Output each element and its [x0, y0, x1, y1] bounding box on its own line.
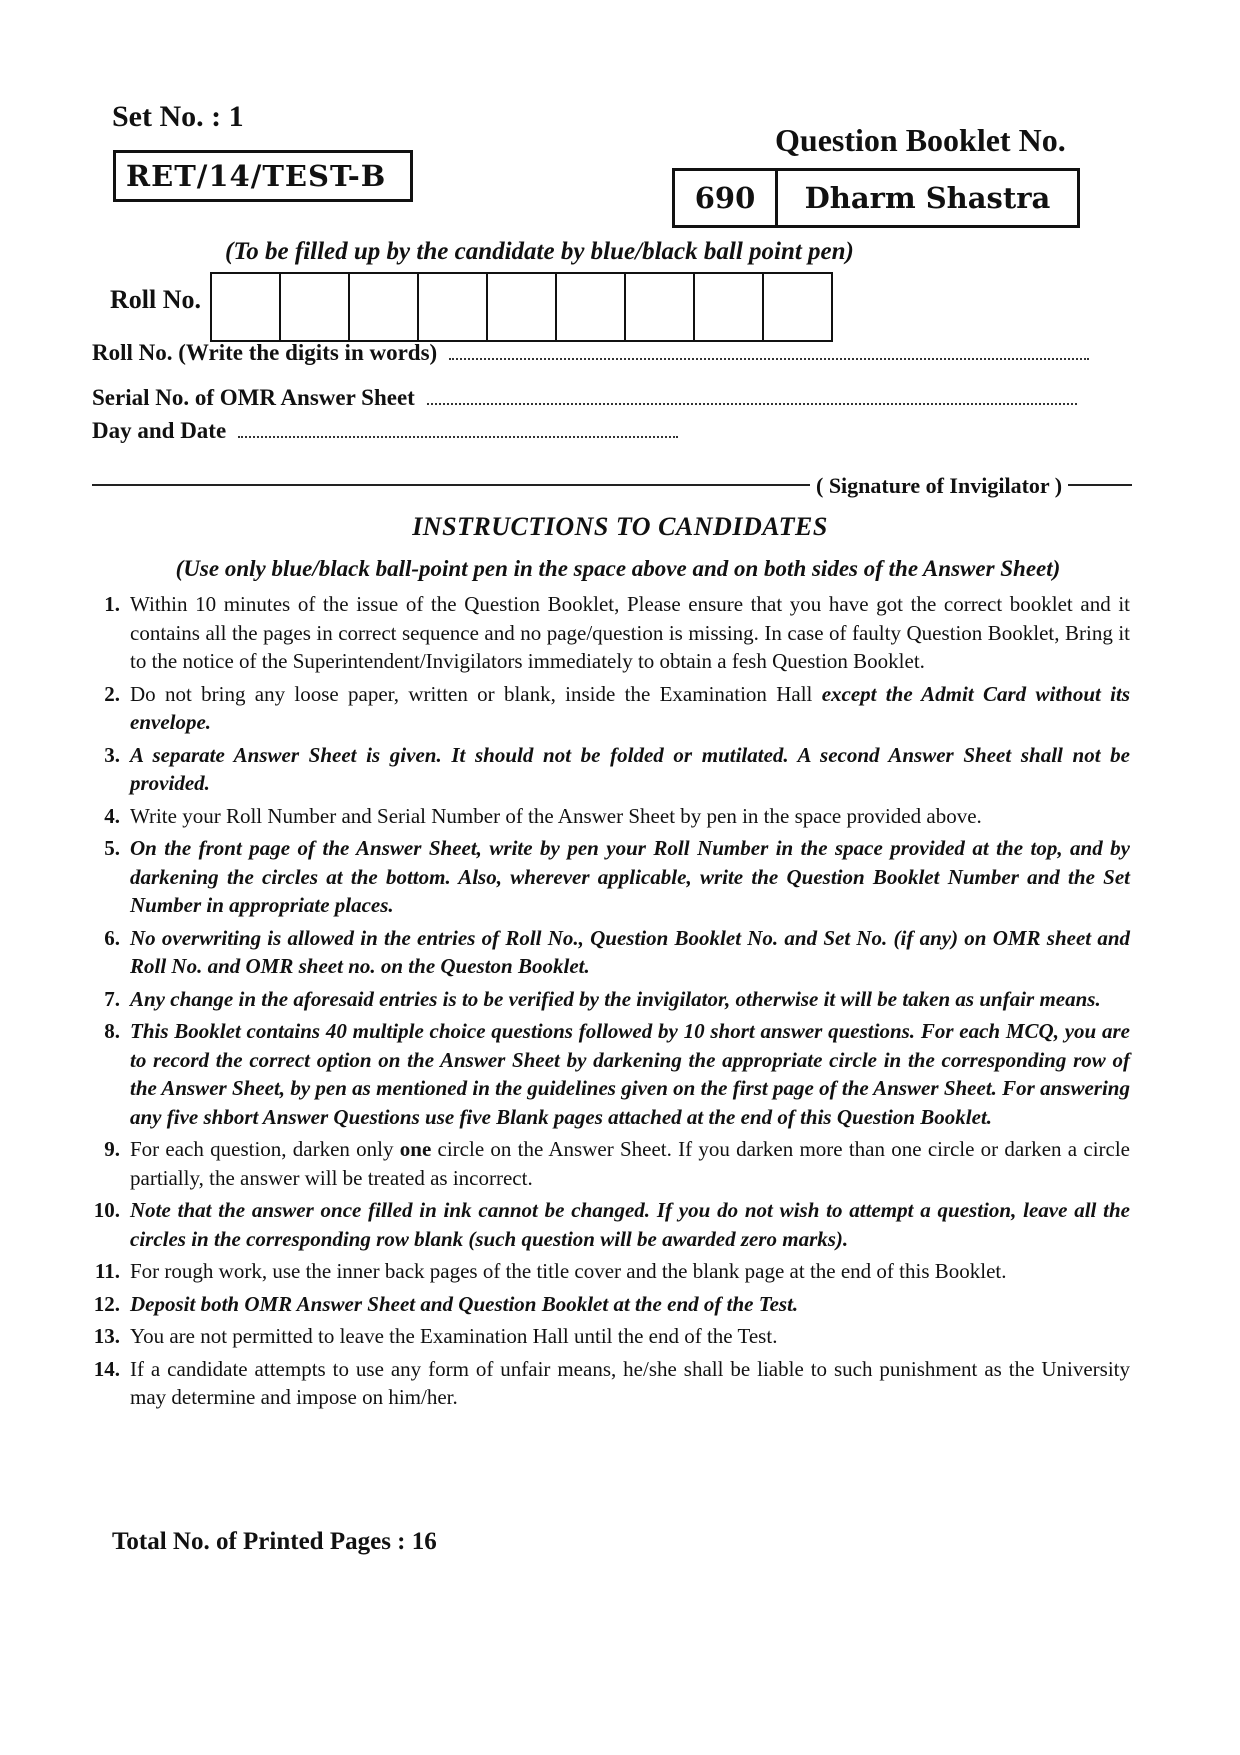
instruction-item: 13. You are not permitted to leave the Examination Hall until the end of the Test. — [93, 1324, 778, 1348]
instructions-list — [70, 590, 1130, 1416]
roll-digit-box[interactable] — [348, 272, 419, 342]
booklet-number-box — [672, 168, 1080, 228]
set-number: Set No. : 1 — [112, 100, 244, 133]
instruction-item: 8. This Booklet contains 40 multiple choice questions followed by 10 short answer questions. For each MCQ, you are to record the correct option on the Answer Sheet by darkening the appropriate circle in the corresponding row of the Answer Sheet, by pen as mentioned in the guidelines given on the first page of the Answer Sheet. For answering any five shbort Answer Questions use five Blank pages attached at the end of this Question Booklet. — [104, 1019, 1130, 1129]
instruction-item: 5. On the front page of the Answer Sheet, write by pen your Roll Number in the space provided at the top, and by darkening the circles at the bottom. Also, wherever applicable, write the Question Booklet Number and the Set Number in appropriate places. — [104, 836, 1130, 917]
omr-serial-label: Serial No. of OMR Answer Sheet — [92, 385, 415, 410]
subject-name: Dharm Shastra — [804, 181, 1051, 215]
instruction-item: 1. Within 10 minutes of the issue of the Question Booklet, Please ensure that you have got the correct booklet and it contains all the pages in correct sequence and no page/question is missing. In case of faulty Question Booklet, Bring it to the notice of the Superintendent/Invigilators immediately to obtain a fesh Question Booklet. — [104, 592, 1130, 673]
instruction-item: 12. Deposit both OMR Answer Sheet and Question Booklet at the end of the Test. — [93, 1291, 799, 1316]
test-code: RET/14/TEST-B — [126, 159, 387, 193]
omr-serial-line[interactable] — [427, 402, 1077, 405]
roll-digit-box[interactable] — [762, 272, 833, 342]
instruction-item: 11. For rough work, use the inner back pages of the title cover and the blank page at the end of this Booklet. — [94, 1259, 1007, 1283]
instruction-item: 10. Note that the answer once filled in ink cannot be changed. If you do not wish to attempt a question, leave all the circles in the corresponding row blank (such question will be awarded zero marks). — [93, 1198, 1130, 1251]
instructions-title: INSTRUCTIONS TO CANDIDATES — [412, 512, 828, 541]
roll-number-label: Roll No. — [110, 285, 201, 314]
instruction-item: 14. If a candidate attempts to use any form of unfair means, he/she shall be liable to such punishment as the University may determine and impose on him/her. — [93, 1356, 1130, 1409]
fill-instruction: (To be filled up by the candidate by blue/black ball point pen) — [225, 238, 854, 265]
roll-words-label: Roll No. (Write the digits in words) — [92, 340, 438, 365]
day-date-line[interactable] — [238, 435, 678, 438]
test-code-box — [113, 150, 413, 202]
roll-words-field — [92, 340, 1089, 366]
day-date-label: Day and Date — [92, 418, 227, 443]
booklet-number: 690 — [675, 171, 778, 225]
instruction-item: 2. Do not bring any loose paper, written or blank, inside the Examination Hall except the Admit Card without its envelope. — [104, 681, 1130, 734]
roll-digit-box[interactable] — [417, 272, 488, 342]
roll-digit-box[interactable] — [486, 272, 557, 342]
instruction-item: 4. Write your Roll Number and Serial Number of the Answer Sheet by pen in the space provided above. — [104, 803, 982, 828]
total-printed-pages: Total No. of Printed Pages : 16 — [112, 1528, 437, 1555]
invigilator-signature-label: ( Signature of Invigilator ) — [810, 473, 1068, 499]
roll-digit-box[interactable] — [555, 272, 626, 342]
roll-digit-box[interactable] — [624, 272, 695, 342]
instruction-item: 7. Any change in the aforesaid entries is to be verified by the invigilator, otherwise it will be taken as unfair means. — [104, 986, 1101, 1011]
instruction-item: 3. A separate Answer Sheet is given. It should not be folded or mutilated. A second Answer Sheet shall not be provided. — [104, 742, 1130, 795]
roll-digit-box[interactable] — [210, 272, 281, 342]
roll-digit-box[interactable] — [279, 272, 350, 342]
instruction-item: 9. For each question, darken only one circle on the Answer Sheet. If you darken more than one circle or darken a circle partially, the answer will be treated as incorrect. — [104, 1137, 1130, 1190]
roll-digit-box[interactable] — [693, 272, 764, 342]
roll-number-boxes — [212, 272, 833, 342]
roll-words-line[interactable] — [449, 357, 1089, 360]
day-date-field — [92, 418, 678, 444]
omr-serial-field — [92, 385, 1077, 411]
instructions-subtitle: (Use only blue/black ball-point pen in the space above and on both sides of the Answer Sheet) — [175, 556, 1061, 581]
booklet-number-label: Question Booklet No. — [775, 122, 1066, 158]
instruction-item: 6. No overwriting is allowed in the entries of Roll No., Question Booklet No. and Set No. (if any) on OMR sheet and Roll No. and OMR sheet no. on the Queston Booklet. — [104, 925, 1130, 978]
